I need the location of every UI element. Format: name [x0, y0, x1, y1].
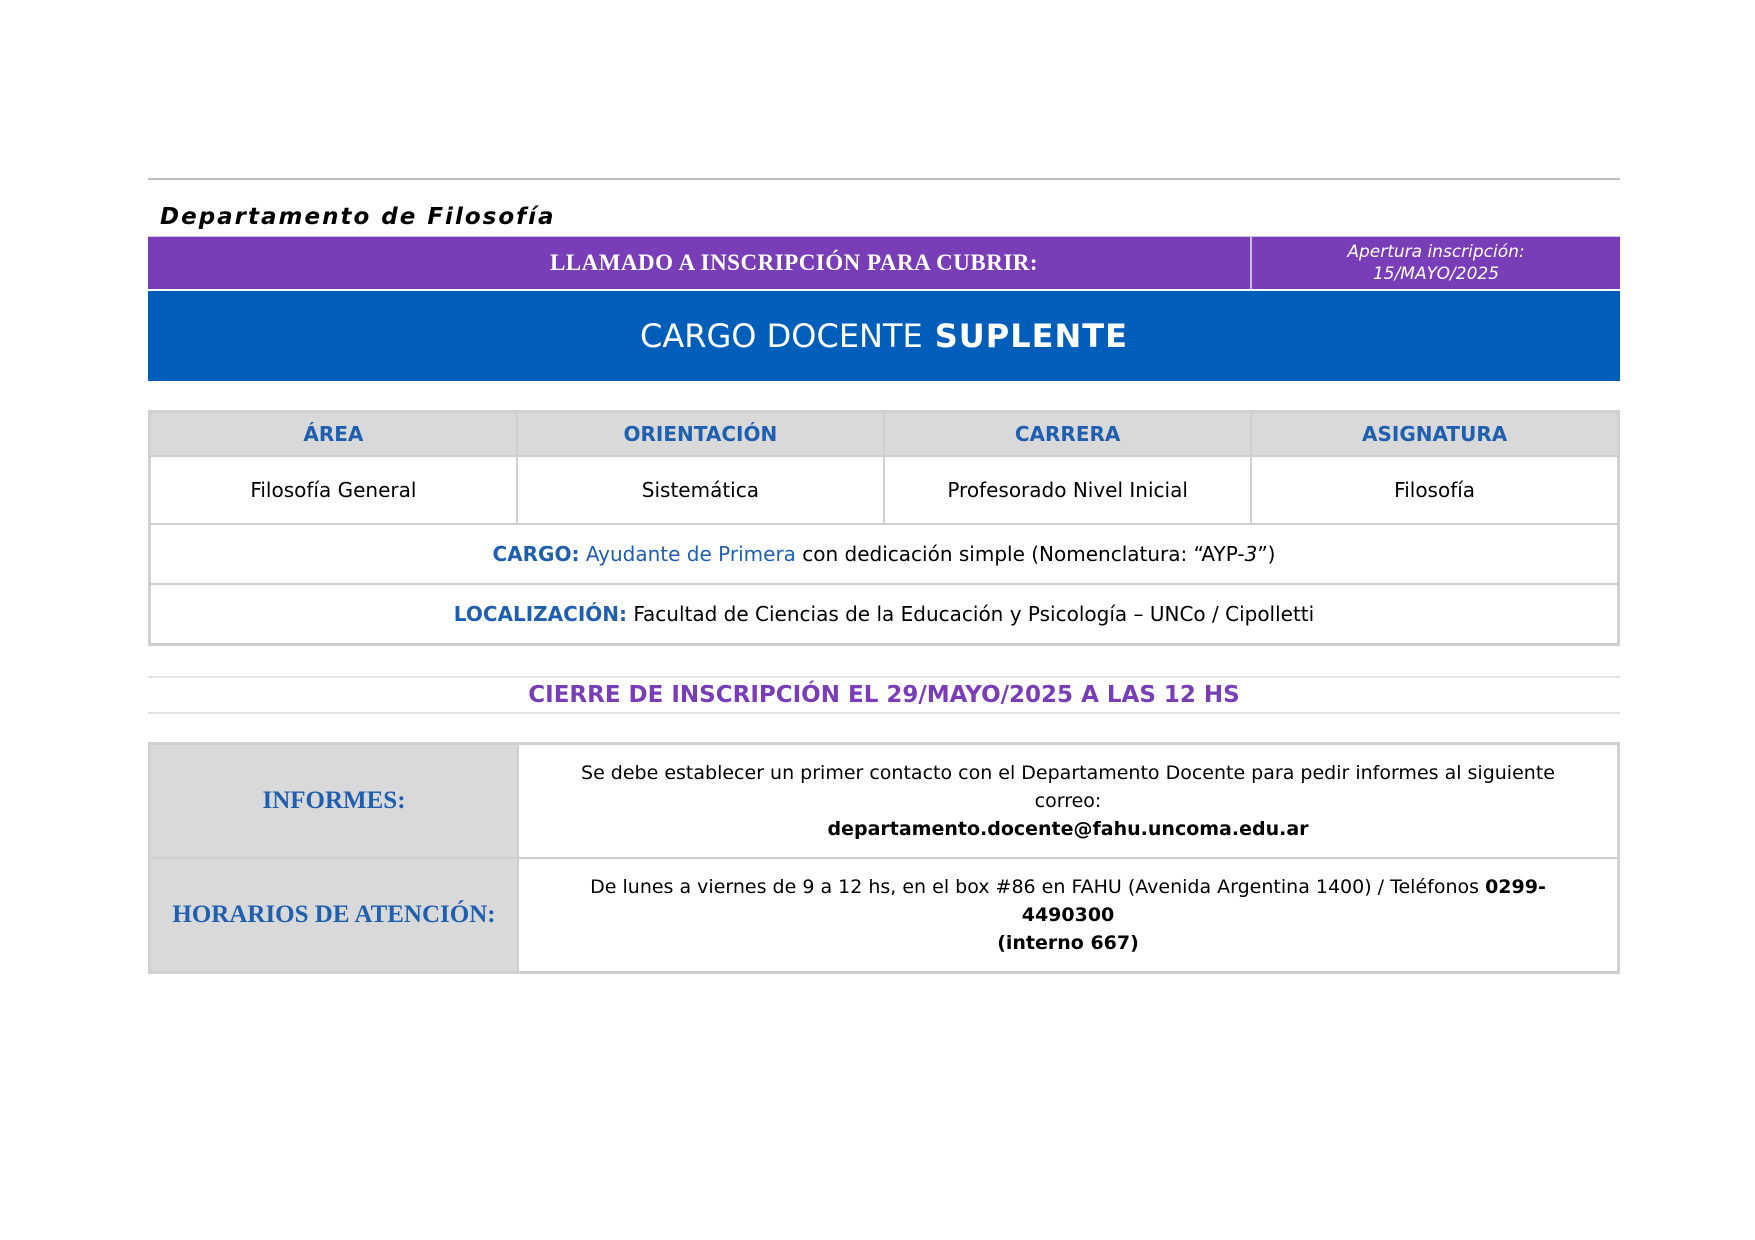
- horarios-text: De lunes a viernes de 9 a 12 hs, en el box #86 en FAHU (Avenida Argentina 1400) / Teléfonos: [590, 876, 1480, 898]
- contact-email[interactable]: departamento.docente@fahu.uncoma.edu.ar: [827, 818, 1309, 840]
- position-emphasis: SUPLENTE: [934, 317, 1128, 355]
- cargo-detail-pre: con dedicación simple (Nomenclatura: “AYP-: [802, 542, 1245, 566]
- header-asignatura: ASIGNATURA: [1251, 412, 1618, 457]
- phone-extension: (interno 667): [997, 932, 1139, 954]
- table-row: [150, 456, 1619, 524]
- cargo-cell: [150, 524, 1619, 584]
- info-table: [148, 742, 1620, 974]
- value-area: Filosofía General: [150, 456, 517, 524]
- horarios-label: HORARIOS DE ATENCIÓN:: [150, 858, 519, 973]
- cargo-detail-num: 3: [1244, 542, 1258, 566]
- cargo-label: CARGO:: [492, 542, 580, 566]
- opening-info: [1252, 237, 1620, 289]
- header-area: ÁREA: [150, 412, 517, 457]
- details-table: [148, 410, 1620, 646]
- call-title: LLAMADO A INSCRIPCIÓN PARA CUBRIR:: [148, 237, 1252, 289]
- header-carrera: CARRERA: [884, 412, 1251, 457]
- localizacion-row: [150, 584, 1619, 645]
- top-rule: [148, 178, 1620, 180]
- cargo-detail-post: ”): [1257, 542, 1276, 566]
- department-title: Departamento de Filosofía: [160, 204, 556, 230]
- position-banner: [148, 291, 1620, 381]
- localizacion-value: Facultad de Ciencias de la Educación y Psicología – UNCo / Cipolletti: [633, 602, 1315, 626]
- cargo-row: [150, 524, 1619, 584]
- opening-date: 15/MAYO/2025: [1372, 264, 1500, 284]
- horarios-row: [150, 858, 1619, 973]
- document-page: [148, 178, 1620, 974]
- value-carrera: Profesorado Nivel Inicial: [884, 456, 1251, 524]
- value-asignatura: Filosofía: [1251, 456, 1618, 524]
- call-header-bar: [148, 236, 1620, 289]
- phone-number[interactable]: 0299-4490300: [1021, 876, 1546, 926]
- position-prefix: CARGO DOCENTE: [640, 317, 923, 355]
- horarios-body: [518, 858, 1619, 973]
- header-orientacion: ORIENTACIÓN: [517, 412, 884, 457]
- value-orientacion: Sistemática: [517, 456, 884, 524]
- informes-row: [150, 744, 1619, 859]
- localizacion-label: LOCALIZACIÓN:: [453, 602, 627, 626]
- cargo-role: Ayudante de Primera: [585, 542, 796, 566]
- informes-label: INFORMES:: [150, 744, 519, 859]
- informes-text: Se debe establecer un primer contacto con el Departamento Docente para pedir informes al siguiente correo:: [581, 762, 1555, 812]
- informes-body: [518, 744, 1619, 859]
- opening-label: Apertura inscripción:: [1347, 242, 1525, 262]
- localizacion-cell: [150, 584, 1619, 645]
- table-header-row: [150, 412, 1619, 457]
- closing-notice: CIERRE DE INSCRIPCIÓN EL 29/MAYO/2025 A LAS 12 HS: [148, 676, 1620, 714]
